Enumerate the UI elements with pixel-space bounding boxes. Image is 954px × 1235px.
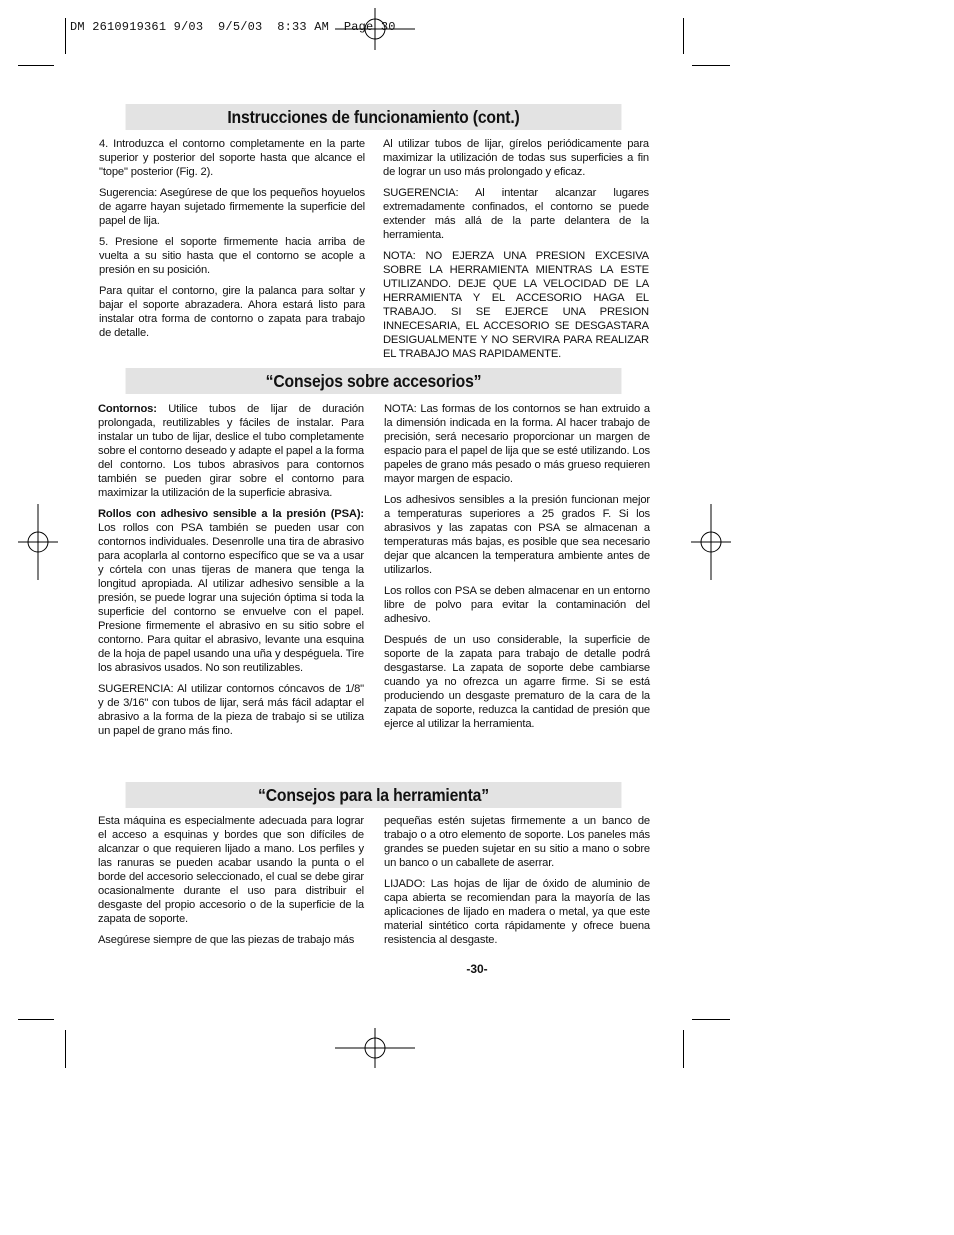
paragraph: 4. Introduzca el contorno completamente en la parte superior y posterior del soporte hasta que alcance el "tope" posterior (Fig. 2).	[99, 138, 365, 178]
crop-mark	[18, 65, 54, 66]
crop-mark	[65, 18, 66, 54]
section-1-right-column	[383, 137, 649, 368]
crop-mark	[692, 65, 730, 66]
page-number: -30-	[466, 962, 488, 976]
paragraph	[98, 507, 364, 675]
paragraph: Al utilizar tubos de lijar, gírelos periódicamente para maximizar la utilización de todas sus superficies a fin de lograr un uso más prolongado y eficaz.	[383, 138, 649, 178]
paragraph: pequeñas estén sujetas firmemente a un banco de trabajo o a otro elemento de soporte. Los paneles más grandes se pueden sujetar en su sitio a mano o sobre un banco o un caballete de aserrar.	[384, 815, 650, 869]
paragraph: LIJADO: Las hojas de lijar de óxido de aluminio de capa abierta se recomiendan para la mayoría de las aplicaciones de lijado en madera o metal, ya que este material sintético corta rápidamente y ofrece buena resistencia al desgaste.	[384, 878, 650, 946]
registration-mark-icon	[335, 1028, 415, 1068]
crop-mark	[683, 18, 684, 54]
paragraph-lead: Contornos:	[98, 403, 157, 415]
crop-mark	[692, 1019, 730, 1020]
paragraph-text: Utilice tubos de lijar de duración prolongada, reutilizables y fáciles de instalar. Para instalar un tubo de lijar, deslice el tubo completamente sobre el contorno deseado y adapte el papel a la forma del contorno. Los tubos abrasivos para contornos también se pueden girar sobre el contorno para maximizar la utilización de la superficie abrasiva.	[98, 403, 364, 499]
crop-mark	[683, 1030, 684, 1068]
crop-mark	[65, 1030, 66, 1068]
paragraph: Los rollos con PSA se deben almacenar en un entorno libre de polvo para evitar la contaminación del adhesivo.	[384, 585, 650, 625]
registration-mark-icon	[691, 504, 731, 580]
paragraph: Para quitar el contorno, gire la palanca para soltar y bajar el soporte abrazadera. Ahora estará listo para instalar otra forma de contorno o zapata para trabajo de detalle.	[99, 285, 365, 339]
print-header: DM 2610919361 9/03 9/5/03 8:33 AM Page 30	[70, 20, 396, 34]
section-2-right-column	[384, 402, 650, 738]
registration-mark-icon	[335, 8, 415, 50]
paragraph: 5. Presione el soporte firmemente hacia arriba de vuelta a su sitio hasta que el contorno se acople a presión en su posición.	[99, 236, 365, 276]
paragraph-text: Los rollos con PSA también se pueden usar con contornos individuales. Desenrolle una tira de abrasivo para acoplarla al contorno específico que se va a usar y córtela con unas tijeras de manera que tenga la longitud apropiada. Al utilizar adhesivo sensible a la presión, se puede lograr una sujeción óptima si toda la superficie del contorno se envuelve con el papel. Presione firmemente el abrasivo en su sitio sobre el contorno. Para quitar el abrasivo, levante una esquina de la hoja de papel usando una uña y despéguela. Tire los abrasivos usados. No son reutilizables.	[98, 522, 364, 674]
section-3-left-column	[98, 814, 364, 954]
paragraph: NOTA: NO EJERZA UNA PRESION EXCESIVA SOBRE LA HERRAMIENTA MIENTRAS LA ESTE UTILIZANDO. DEJE QUE LA VELOCIDAD DE LA HERRAMIENTA Y EL ACCESORIO HAGA EL TRABAJO. SI SE EJERCE UNA PRESION INNECESARIA, EL ACCESORIO SE DESGASTARA DESIGUALMENTE Y NO SERVIRA PARA REALIZAR EL TRABAJO MAS RAPIDAMENTE.	[383, 250, 649, 360]
paragraph	[98, 402, 364, 500]
section-3-right-column	[384, 814, 650, 954]
paragraph: Asegúrese siempre de que las piezas de trabajo más	[98, 934, 355, 946]
crop-mark	[18, 1019, 54, 1020]
section-1-left-column	[99, 137, 365, 347]
paragraph: SUGERENCIA: Al utilizar contornos cóncavos de 1/8" y de 3/16" con tubos de lijar, será más fácil adaptar el abrasivo a la forma de la pieza de trabajo si se utiliza un papel de grano más fino.	[98, 683, 364, 737]
section-title-consejos-accesorios: “Consejos sobre accesorios”	[126, 368, 622, 394]
paragraph: Sugerencia: Asegúrese de que los pequeños hoyuelos de agarre hayan sujetado firmemente la superficie del papel de lija.	[99, 187, 365, 227]
paragraph: NOTA: Las formas de los contornos se han extruido a la dimensión indicada en la forma. Al hacer trabajo de precisión, será necesario proporcionar un margen de espacio para el papel de lija que se esté utilizando. Los papeles de grano más pesado o más grueso requieren mayor margen de espacio.	[384, 403, 650, 485]
paragraph: Los adhesivos sensibles a la presión funcionan mejor a temperaturas superiores a 25 grados F. Si los abrasivos y las zapatas con PSA se almacenan a temperaturas más bajas, es posible que sea necesario dejar que alcancen la temperatura ambiente antes de utilizarlos.	[384, 494, 650, 576]
section-title-consejos-herramienta: “Consejos para la herramienta”	[126, 782, 622, 808]
paragraph: SUGERENCIA: Al intentar alcanzar lugares extremadamente confinados, el contorno se puede extender más allá de la parte delantera de la herramienta.	[383, 187, 649, 241]
paragraph: Esta máquina es especialmente adecuada para lograr el acceso a esquinas y bordes que son difíciles de alcanzar o que requieren lijado a mano. Los perfiles y las ranuras se pueden acabar usando la punta o el borde del accesorio seleccionado, el cual se debe girar ocasionalmente durante el uso para distribuir el desgaste del propio accesorio o de la superficie de la zapata de soporte.	[98, 815, 364, 925]
section-title-instrucciones: Instrucciones de funcionamiento (cont.)	[126, 104, 622, 130]
paragraph: Después de un uso considerable, la superficie de soporte de la zapata para trabajo de detalle podrá desgastarse. La zapata de soporte debe cambiarse cuando ya no ofrezca un agarre firme. Si se está produciendo un desgaste prematuro de la cara de la zapata de soporte, reduzca la cantidad de presión que ejerce al utilizar la herramienta.	[384, 634, 650, 730]
paragraph-lead: Rollos con adhesivo sensible a la presión (PSA):	[98, 508, 364, 520]
registration-mark-icon	[18, 504, 58, 580]
section-2-left-column	[98, 402, 364, 745]
